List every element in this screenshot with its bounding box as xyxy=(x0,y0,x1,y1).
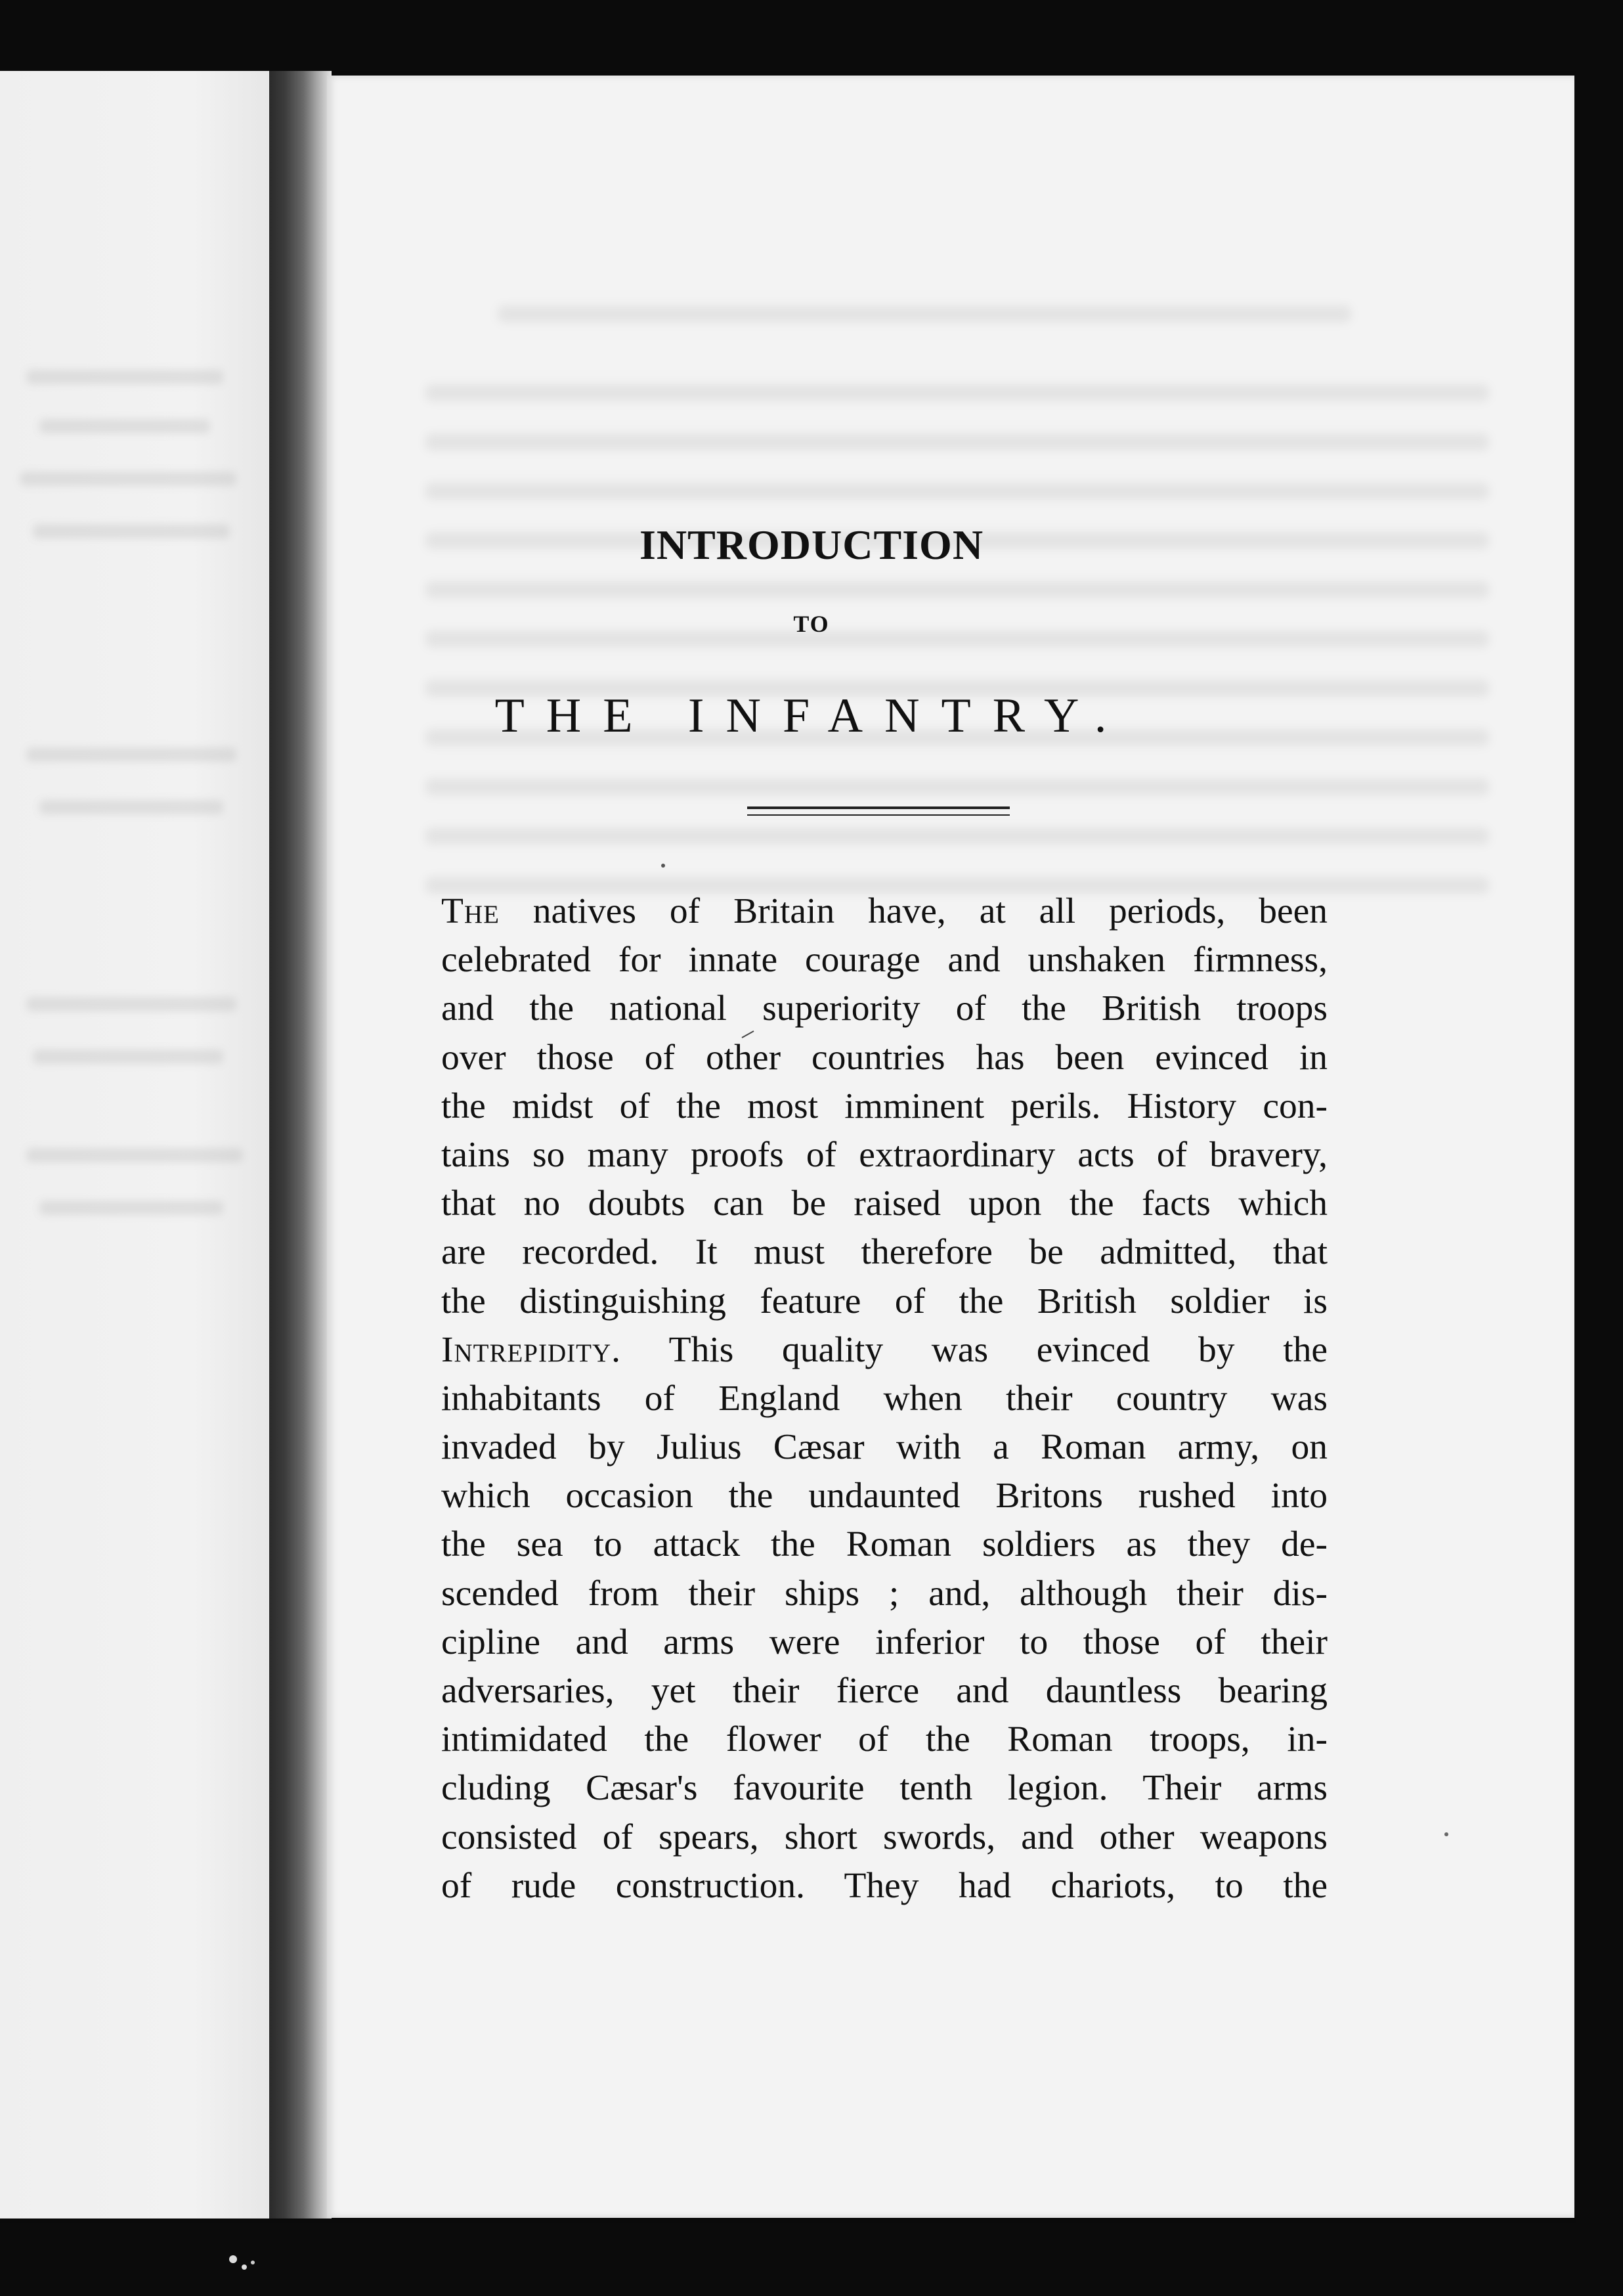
scan-border-right xyxy=(1576,0,1623,2296)
text-line: cluding Cæsar's favourite tenth legion. Their arms xyxy=(441,1768,1328,1809)
text-line: intimidated the flower of the Roman troops, in- xyxy=(441,1719,1328,1760)
text-line: scended from their ships ; and, although their dis- xyxy=(441,1573,1328,1614)
text-line: adversaries, yet their fierce and dauntless bearing xyxy=(441,1671,1328,1711)
text-line: which occasion the undaunted Britons rushed into xyxy=(441,1476,1328,1516)
scan-border-bottom xyxy=(0,2223,1623,2296)
chapter-heading-introduction: INTRODUCTION xyxy=(639,521,984,568)
body-paragraph xyxy=(441,887,1328,1910)
text-line: over those of other countries has been evinced in xyxy=(441,1037,1328,1078)
double-rule-upper xyxy=(747,806,1010,809)
text-line: celebrated for innate courage and unshaken firmness, xyxy=(441,940,1328,981)
chapter-heading-infantry: THE INFANTRY. xyxy=(494,689,1129,743)
text-line: cipline and arms were inferior to those of their xyxy=(441,1622,1328,1662)
text-line: that no doubts can be raised upon the facts which xyxy=(441,1183,1328,1224)
text-line: Intrepidity. This quality was evinced by the xyxy=(441,1329,1328,1370)
double-rule-lower xyxy=(747,814,1010,816)
text-line: of rude construction. They had chariots, to the xyxy=(441,1865,1328,1906)
text-line: tains so many proofs of extraordinary acts of bravery, xyxy=(441,1134,1328,1175)
text-line: the midst of the most imminent perils. History con- xyxy=(441,1086,1328,1126)
chapter-heading-to: TO xyxy=(793,611,830,637)
text-line: inhabitants of England when their country was xyxy=(441,1378,1328,1419)
text-line: and the national superiority of the British troops xyxy=(441,988,1328,1029)
text-line: consisted of spears, short swords, and other weapons xyxy=(441,1817,1328,1857)
text-line: The natives of Britain have, at all periods, been xyxy=(441,891,1328,931)
text-line: are recorded. It must therefore be admitted, that xyxy=(441,1232,1328,1273)
text-line: the distinguishing feature of the British soldier is xyxy=(441,1281,1328,1321)
text-line: invaded by Julius Cæsar with a Roman army, on xyxy=(441,1427,1328,1468)
text-line: the sea to attack the Roman soldiers as they de- xyxy=(441,1524,1328,1565)
